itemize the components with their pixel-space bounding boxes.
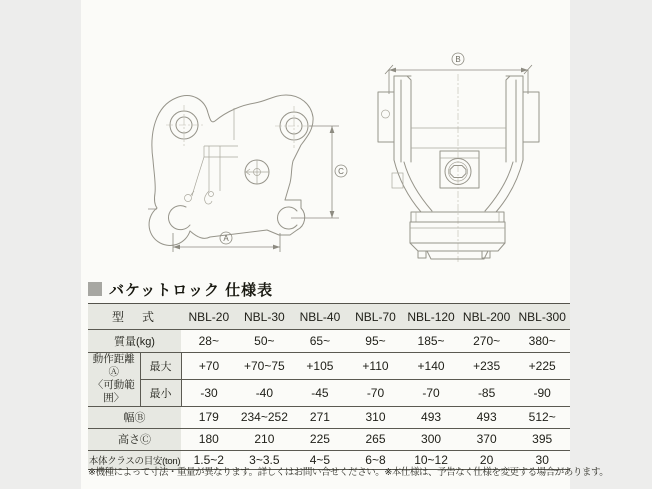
spec-value: -70 [348, 379, 404, 406]
spec-value: -40 [237, 379, 293, 406]
table-row-mass [88, 330, 570, 353]
spec-value: 493 [459, 406, 515, 428]
model-header-label: 型 式 [88, 304, 181, 330]
center-lock-block [392, 151, 479, 188]
spec-value: 270~ [459, 330, 515, 353]
spec-value: 380~ [514, 330, 570, 353]
footnote: ※機種によって寸法・重量が異なります。詳しくはお問い合せください。※本仕様は、予告なく仕様を変更する場合があります。 [88, 467, 609, 478]
dimension-c [291, 126, 347, 218]
model-name: NBL-120 [403, 304, 459, 330]
model-name: NBL-300 [514, 304, 570, 330]
spec-value: 28~ [181, 330, 237, 353]
spec-value: -85 [459, 379, 515, 406]
spec-value: 20 [459, 450, 515, 469]
spec-value: 65~ [292, 330, 348, 353]
sub-label-min: 最小 [140, 379, 181, 406]
model-name: NBL-200 [459, 304, 515, 330]
dim-c-label: C [338, 167, 344, 176]
dim-a-label: A [223, 234, 229, 243]
spec-value: +225 [514, 353, 570, 380]
spec-value: 1.5~2 [181, 450, 237, 469]
spec-value: -30 [181, 379, 237, 406]
section-title [88, 279, 273, 299]
spec-value: 95~ [348, 330, 404, 353]
spec-value: -45 [292, 379, 348, 406]
spec-table [88, 303, 570, 470]
row-label-width: 幅Ⓑ [88, 406, 181, 428]
spring-pin [185, 195, 192, 202]
spec-value: +110 [348, 353, 404, 380]
table-row-width [88, 406, 570, 428]
spec-value: 271 [292, 406, 348, 428]
spec-value: 225 [292, 428, 348, 450]
spec-value: 210 [237, 428, 293, 450]
sub-label-max: 最大 [140, 353, 181, 380]
spec-value: -70 [403, 379, 459, 406]
lock-bracket [204, 146, 238, 191]
left-upright [378, 76, 432, 212]
spec-value: 185~ [403, 330, 459, 353]
spec-value: 50~ [237, 330, 293, 353]
row-label-stroke [88, 353, 140, 407]
model-name: NBL-20 [181, 304, 237, 330]
row-label-body-class: 本体クラスの目安(ton) [88, 450, 181, 469]
spec-value: 6~8 [348, 450, 404, 469]
dimension-b [385, 53, 532, 94]
spec-value: 3~3.5 [237, 450, 293, 469]
table-row-stroke-max [88, 353, 570, 380]
spec-value: +70 [181, 353, 237, 380]
table-row-models [88, 304, 570, 330]
table-row-height [88, 428, 570, 450]
spec-value: 310 [348, 406, 404, 428]
stroke-label-line1: 動作距離Ⓐ [92, 353, 135, 379]
title-square-marker [88, 282, 102, 296]
spec-value: 370 [459, 428, 515, 450]
spec-value: 493 [403, 406, 459, 428]
dim-b-label: B [455, 55, 461, 64]
spec-value: 265 [348, 428, 404, 450]
spec-value: 4~5 [292, 450, 348, 469]
model-name: NBL-70 [348, 304, 404, 330]
spec-value: 179 [181, 406, 237, 428]
coupler-front-view-drawing [373, 50, 563, 265]
spec-value: 30 [514, 450, 570, 469]
model-name: NBL-30 [237, 304, 293, 330]
spec-value: -90 [514, 379, 570, 406]
row-label-height: 高さⒸ [88, 428, 181, 450]
base-plate [410, 212, 505, 259]
spec-value: 180 [181, 428, 237, 450]
model-name: NBL-40 [292, 304, 348, 330]
spec-value: 234~252 [237, 406, 293, 428]
spec-value: +105 [292, 353, 348, 380]
side-outline [152, 95, 313, 200]
spec-value: 512~ [514, 406, 570, 428]
spec-value: +235 [459, 353, 515, 380]
table-row-stroke-min [88, 379, 570, 406]
spec-sheet [81, 0, 609, 489]
spec-value: 10~12 [403, 450, 459, 469]
coupler-side-view-drawing [146, 78, 351, 265]
stroke-label-line2: 〈可動範囲〉 [92, 379, 135, 405]
spec-value: 300 [403, 428, 459, 450]
spec-value: 395 [514, 428, 570, 450]
row-label-mass: 質量(kg) [88, 330, 181, 353]
right-upright [485, 76, 539, 212]
spec-value: +140 [403, 353, 459, 380]
side-pin-hole [382, 110, 390, 118]
page-title: バケットロック 仕様表 [109, 281, 274, 299]
spec-value: +70~75 [237, 353, 293, 380]
